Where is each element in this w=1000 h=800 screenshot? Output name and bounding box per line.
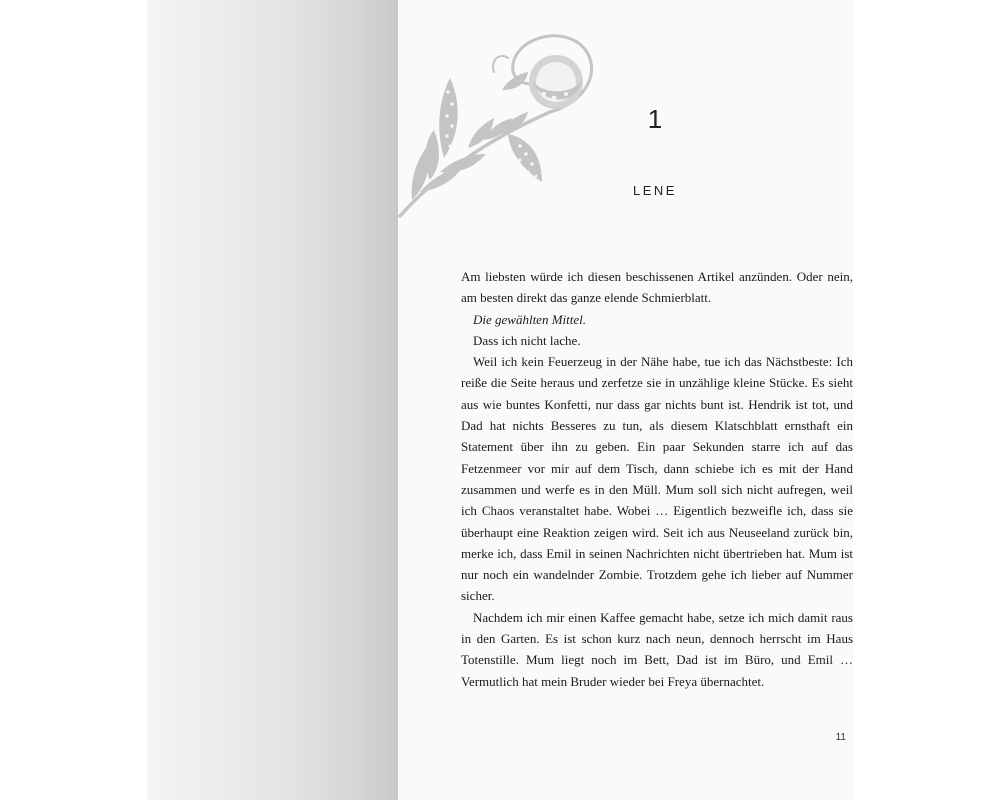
paragraph: Nachdem ich mir einen Kaffee gemacht habe, setze ich mich damit raus in den Garten. Es ist schon kurz nach neun, dennoch herrscht im Haus Totenstille. Mum liegt noch im Bett, Dad ist im Büro, und Emil … Vermutlich hat mein Bruder wieder bei Freya übernachtet. [461, 609, 853, 689]
left-page [147, 0, 398, 800]
chapter-body-text [461, 266, 853, 692]
chapter-number: 1 [647, 104, 663, 134]
chapter-title: LENE [633, 183, 677, 198]
paragraph: Dass ich nicht lache. [473, 332, 581, 348]
paragraph: Am liebsten würde ich diesen beschissenen Artikel anzünden. Oder nein, am besten direkt das ganze elende Schmierblatt. [461, 269, 853, 306]
paragraph: Weil ich kein Feuerzeug in der Nähe habe, tue ich das Nächstbeste: Ich reiße die Seite heraus und zerfetze sie in unzählige kleine Stücke. Es sieht aus wie buntes Konfetti, nur dass gar nichts bunt ist. Hendrik ist tot, und Dad hat nichts Besseres zu tun, als diesem Klatschblatt ernsthaft ein Statement über ihn zu geben. Ein paar Sekunden starre ich auf das Fetzenmeer vor mir auf dem Tisch, dann schiebe ich es mit der Hand zusammen und werfe es in den Müll. Mum soll sich nicht aufregen, weil ich Chaos veranstaltet habe. Wobei … Eigentlich bezweifle ich, dass sie überhaupt eine Reaktion zeigen wird. Seit ich aus Neuseeland zurück bin, merke ich, dass Emil in seinen Nachrichten nicht übertrieben hat. Mum ist nur noch ein wandelnder Zombie. Trotzdem gehe ich lieber auf Nummer sicher. [461, 354, 853, 604]
paragraph-italic: Die gewählten Mittel. [473, 311, 587, 327]
page-number: 11 [835, 732, 846, 743]
floral-moon-ornament [392, 30, 607, 220]
